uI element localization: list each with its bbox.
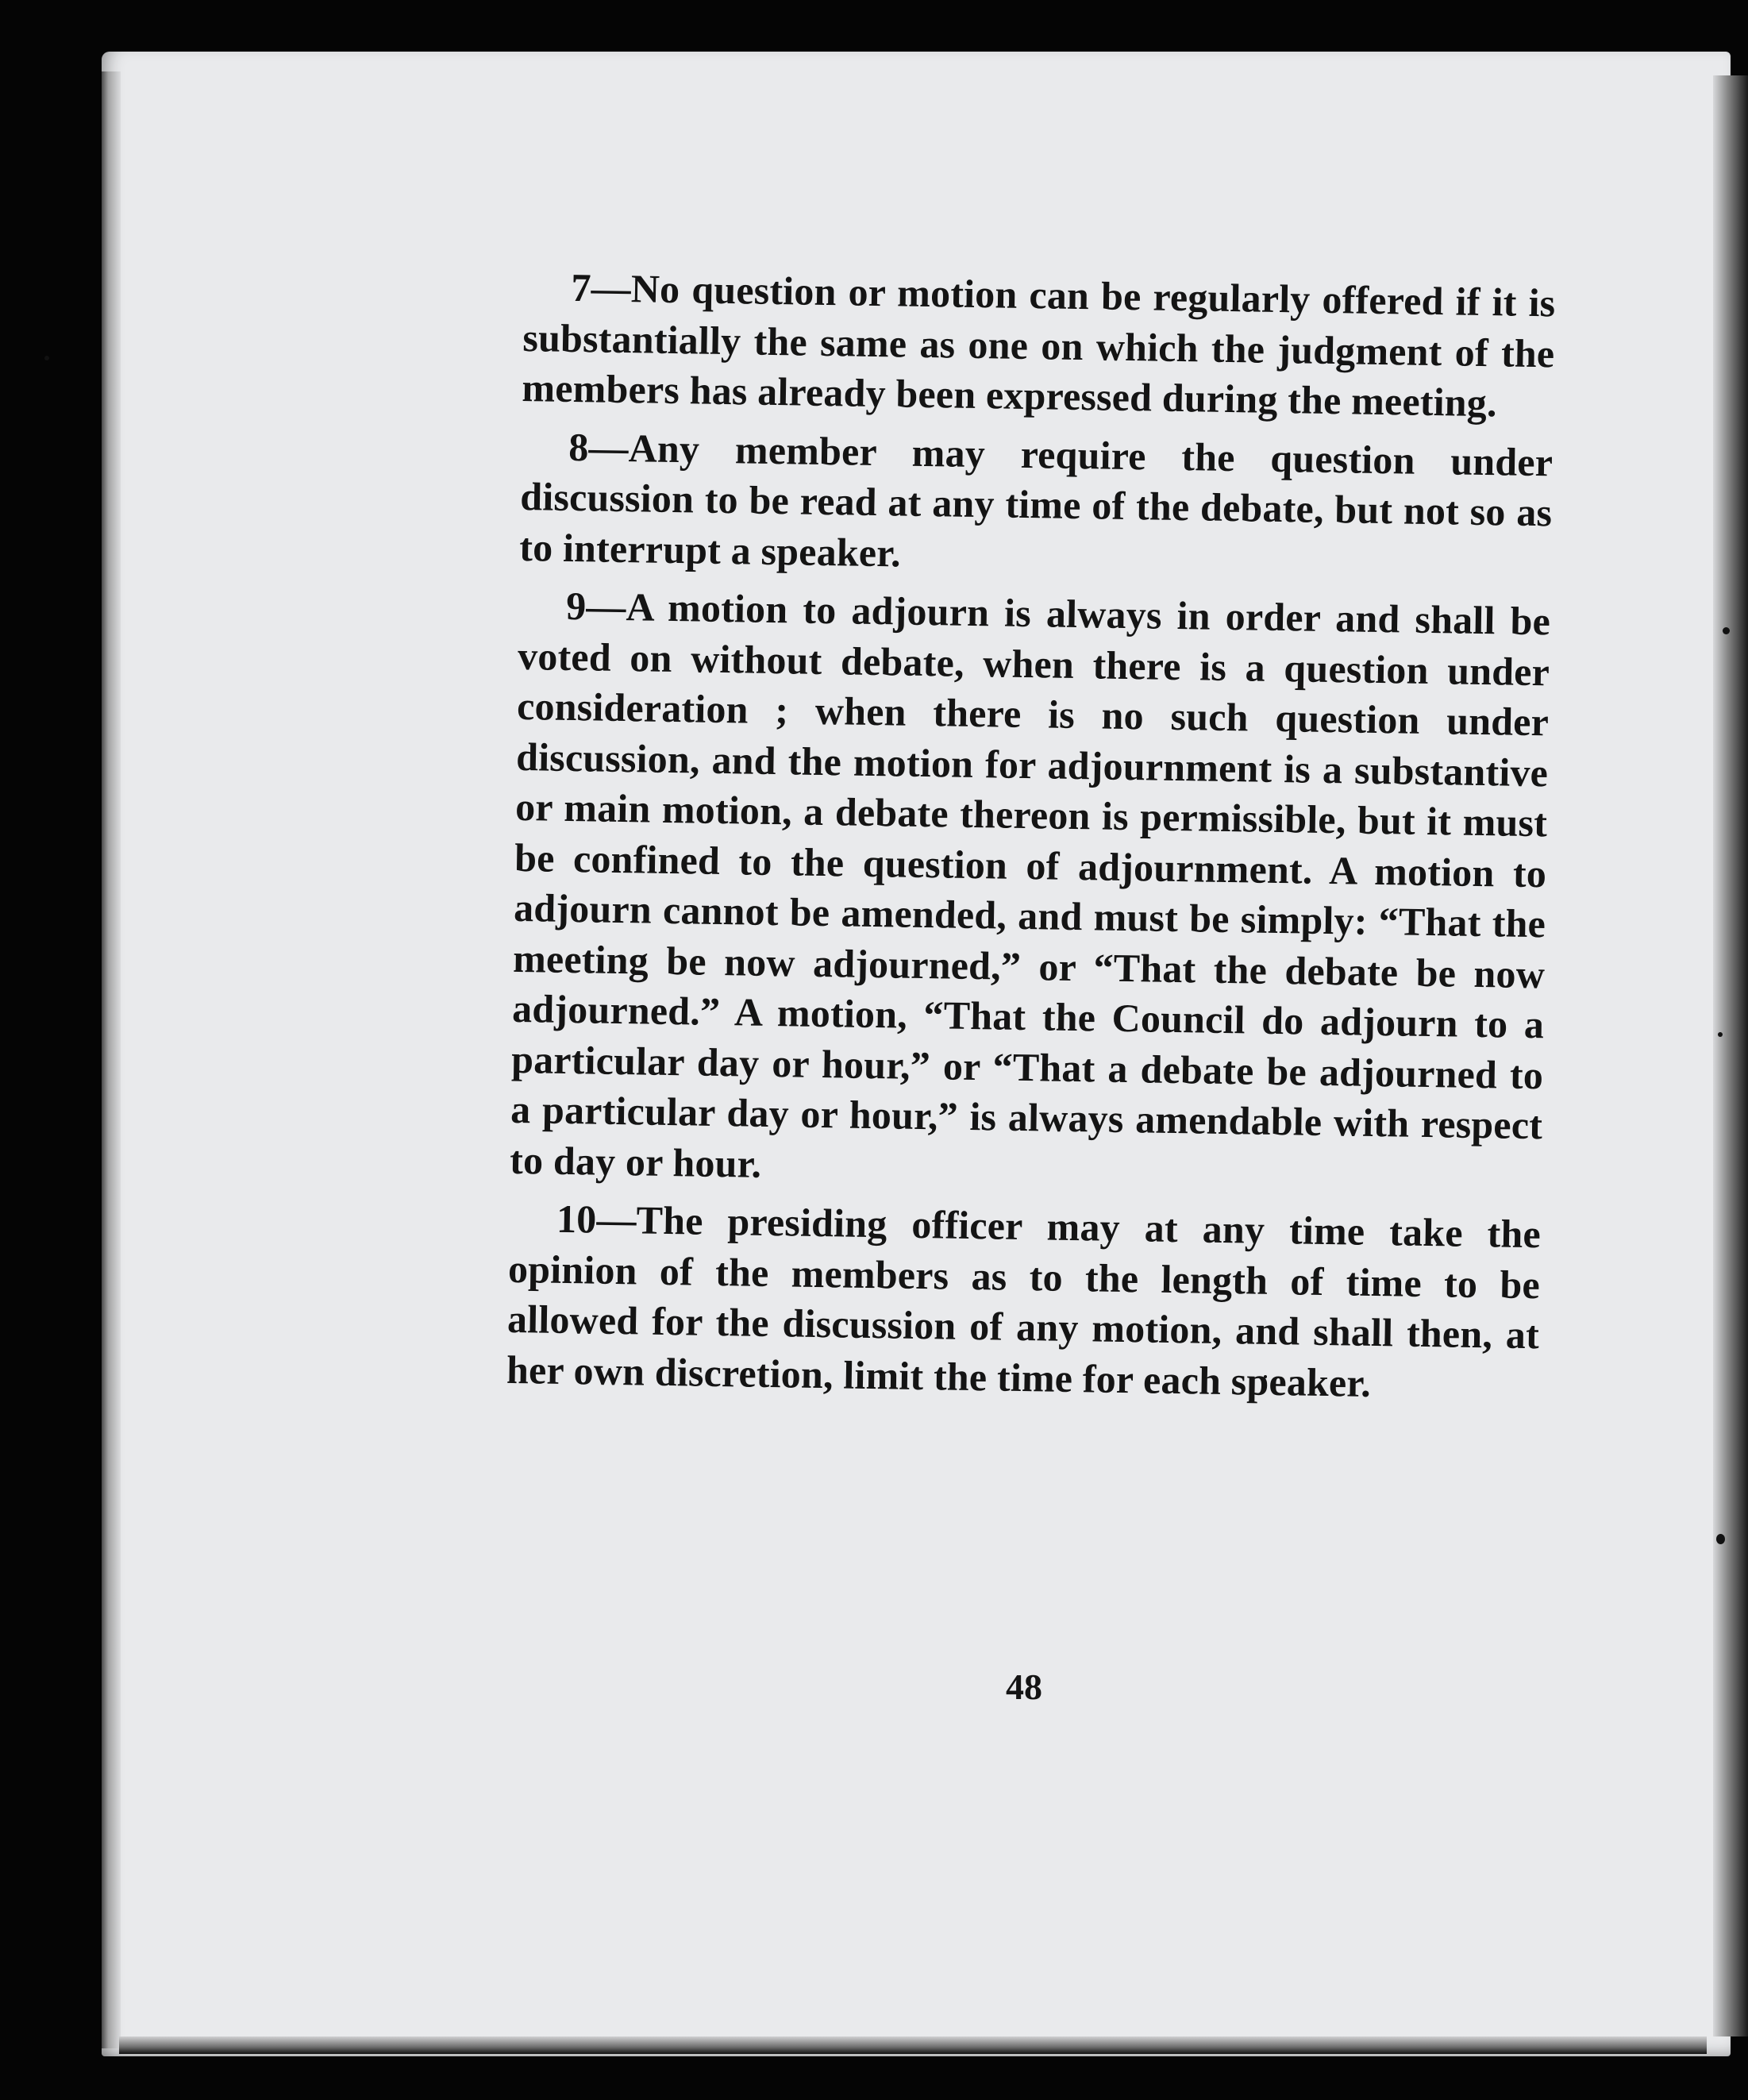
scan-speck: [44, 356, 49, 360]
scan-speck: [1723, 627, 1730, 634]
paragraph-rule-7: 7—No question or motion can be regularly offered if it is substantially the same as one on which the judgment of the members has already been expressed during the meeting.: [522, 264, 1556, 426]
paragraph-rule-8: 8—Any member may require the question under discussion to be read at any time of the debate, but not so as to interrupt a speaker.: [518, 424, 1554, 575]
page-bottom-edge: [119, 2036, 1707, 2054]
scan-speck: [1718, 1032, 1723, 1037]
page-right-edge: [1713, 75, 1748, 2036]
body-text: [506, 262, 1555, 1419]
paragraph-rule-9: 9—A motion to adjourn is always in order and shall be voted on without debate, when there is a question under consideration ; when there is no such question under discussion, and the motion for adjournment is a substantive or main motion, a debate thereon is permissible, but it must be confined to the question of adjournment. A motion to adjourn cannot be amended, and must be simply: “That the meeting be now adjourned,” or “That the debate be now adjourned.” A motion, “That the Council do adjourn to a particular day or hour,” or “That a debate be adjourned to a particular day or hour,” is always amendable with respect to day or hour.: [509, 583, 1551, 1186]
scan-speck: [1716, 1534, 1725, 1544]
page-left-edge: [102, 71, 121, 2048]
page-number: 48: [1006, 1667, 1042, 1707]
paragraph-rule-10: 10—The presiding officer may at any time take the opinion of the members as to the length of time to be allowed for the discussion of any motion, and shall then, at her own discretion, limit the time for each speaker.: [506, 1196, 1542, 1405]
